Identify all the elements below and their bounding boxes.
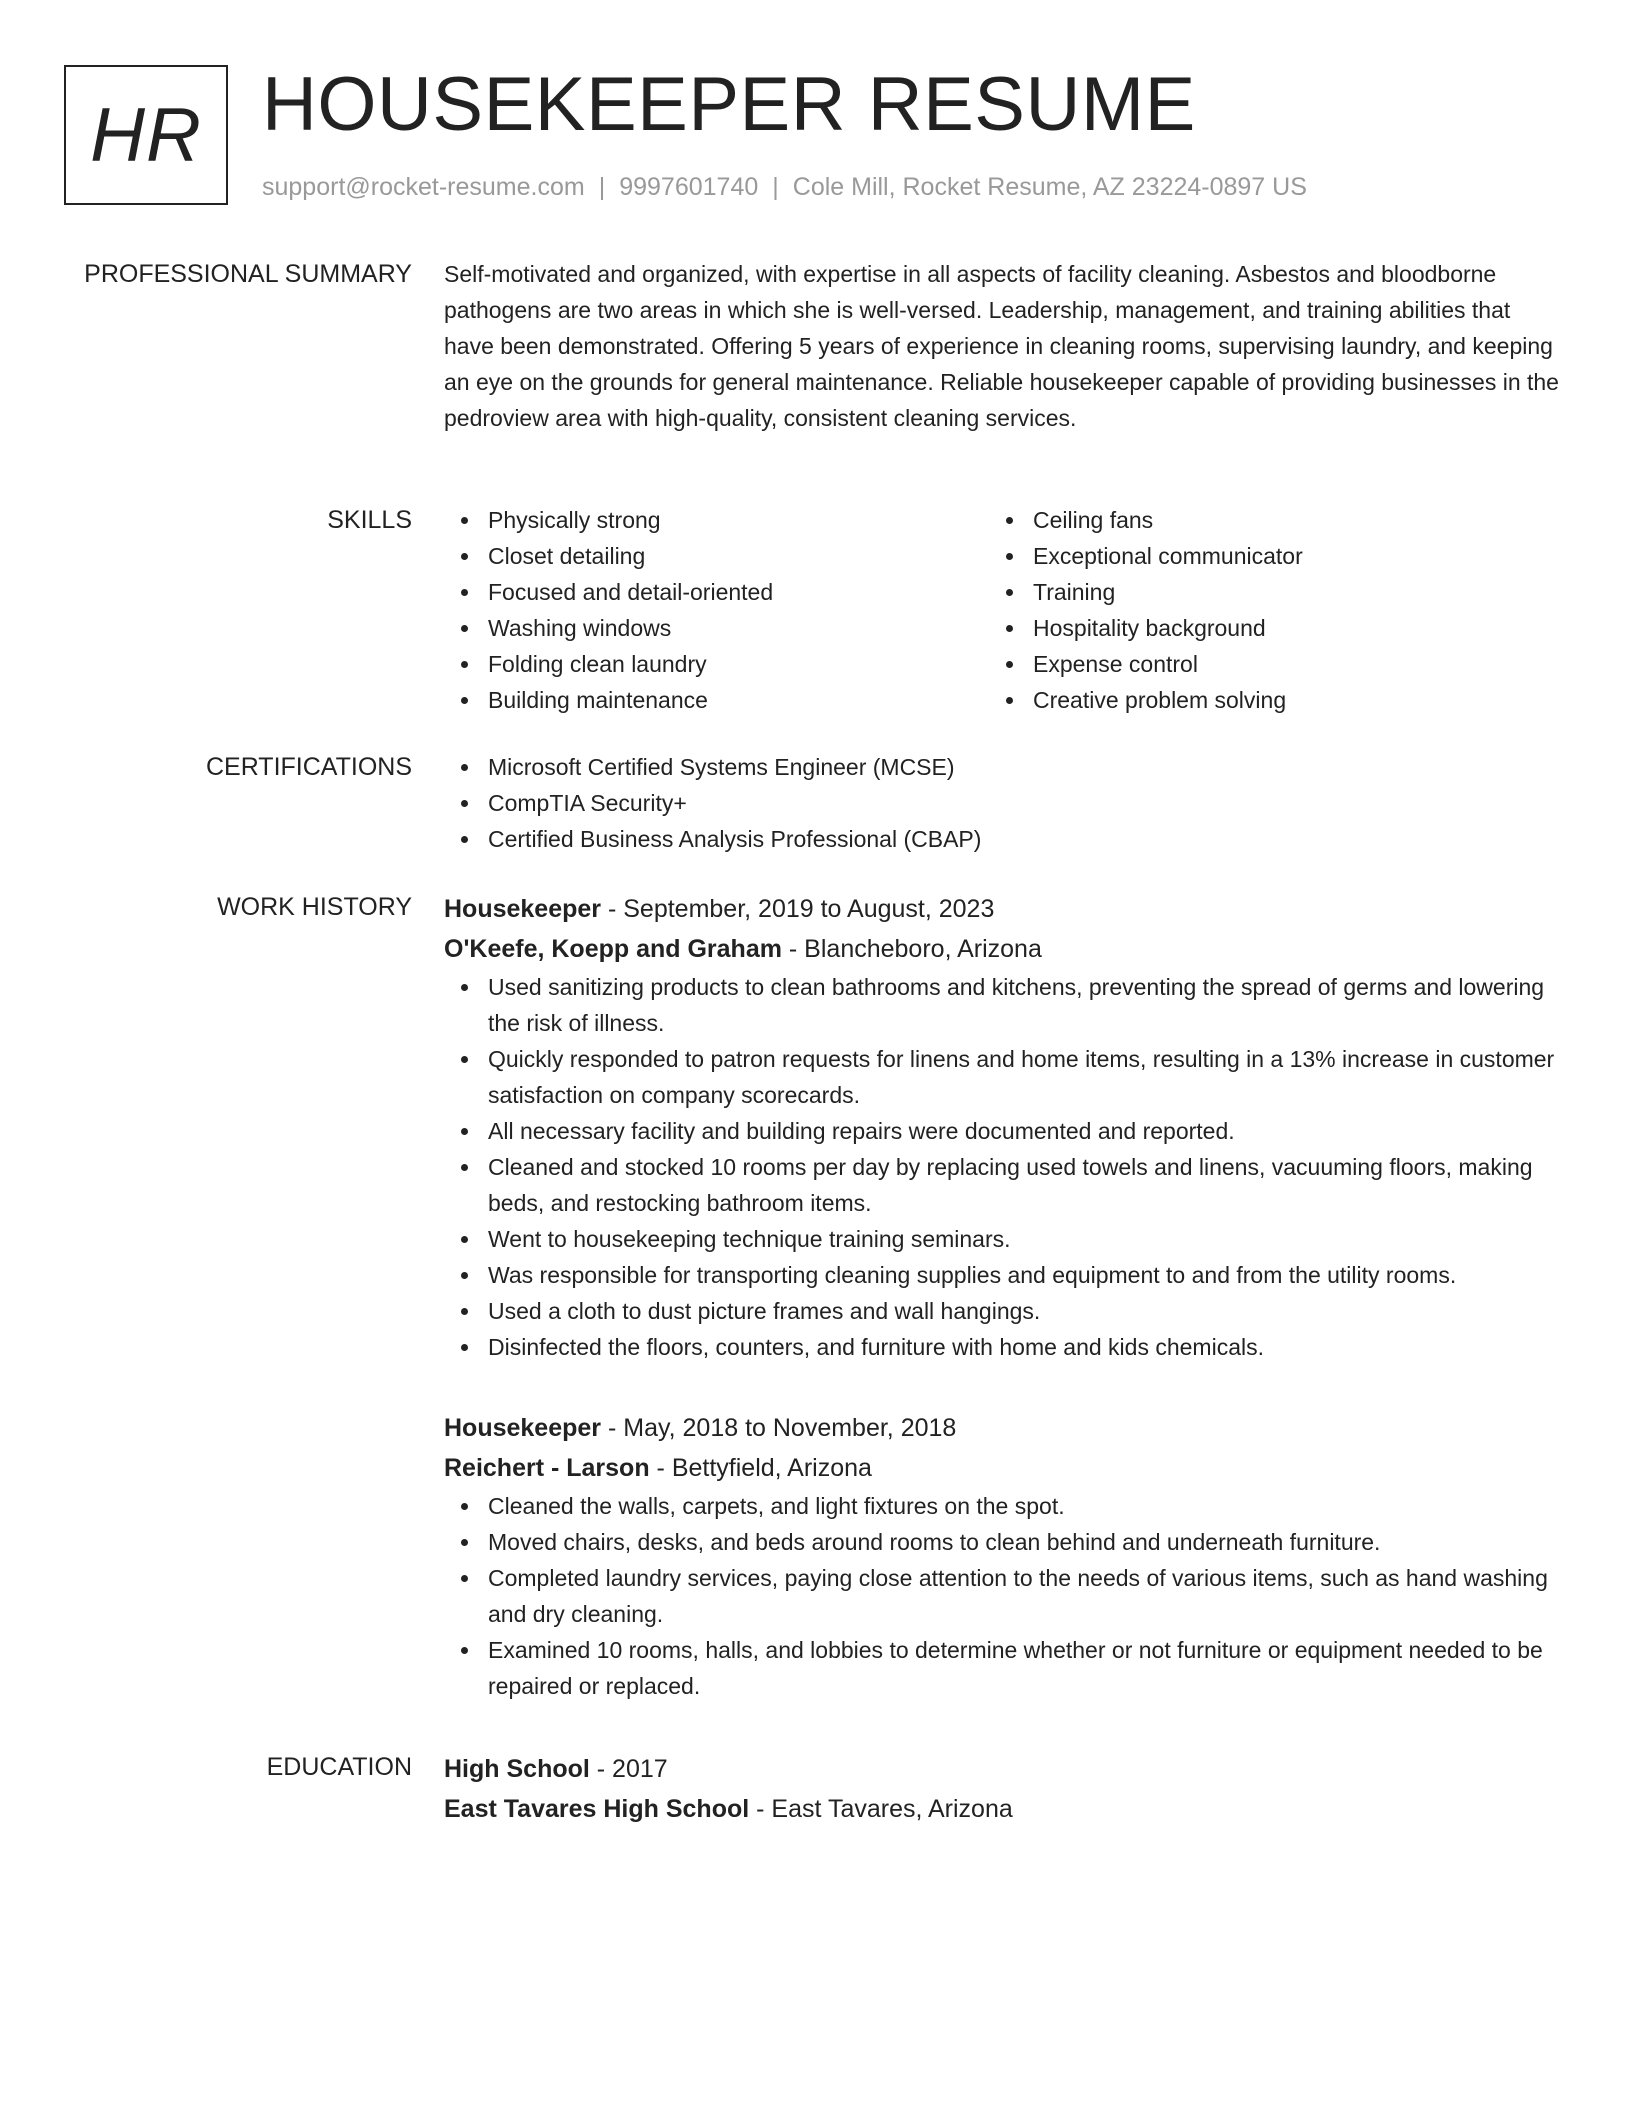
section-label-work-history: WORK HISTORY — [217, 893, 412, 921]
job-duty-item: Moved chairs, desks, and beds around rooms to clean behind and underneath furniture. — [444, 1524, 1564, 1560]
job-duty-item: Cleaned the walls, carpets, and light fixtures on the spot. — [444, 1488, 1564, 1524]
job-dates: - September, 2019 to August, 2023 — [601, 895, 995, 923]
job-duty-item: Completed laundry services, paying close attention to the needs of various items, such as hand washing and dry cleaning. — [444, 1560, 1564, 1632]
skill-item: Building maintenance — [444, 682, 989, 718]
contact-line — [262, 173, 1307, 202]
skill-item: Ceiling fans — [989, 502, 1534, 538]
contact-separator: | — [772, 173, 779, 201]
education-location: - East Tavares, Arizona — [749, 1795, 1013, 1823]
job-entry-body — [444, 1408, 1564, 1704]
education-year: - 2017 — [589, 1755, 668, 1783]
section-label-skills: SKILLS — [327, 506, 412, 534]
job-duty-item: Examined 10 rooms, halls, and lobbies to determine whether or not furniture or equipment needed to be repaired or replaced. — [444, 1632, 1564, 1704]
monogram-logo: HR — [64, 65, 228, 205]
education-degree-line — [444, 1749, 1564, 1789]
skill-item: Creative problem solving — [989, 682, 1534, 718]
job-company-line — [444, 1448, 1564, 1488]
section-label-summary: PROFESSIONAL SUMMARY — [84, 260, 412, 288]
skills-body — [444, 502, 1564, 718]
education-degree: High School — [444, 1755, 590, 1783]
skill-item: Washing windows — [444, 610, 989, 646]
skill-item: Folding clean laundry — [444, 646, 989, 682]
job-duty-item: Used sanitizing products to clean bathrooms and kitchens, preventing the spread of germs and lowering the risk of illness. — [444, 969, 1564, 1041]
certification-item: Microsoft Certified Systems Engineer (MCSE) — [444, 749, 1564, 785]
skill-item: Closet detailing — [444, 538, 989, 574]
job-duties-list — [444, 969, 1564, 1365]
contact-separator: | — [598, 173, 606, 201]
job-duty-item: Was responsible for transporting cleaning supplies and equipment to and from the utility rooms. — [444, 1257, 1564, 1293]
job-company: Reichert - Larson — [444, 1454, 650, 1482]
job-location: - Bettyfield, Arizona — [649, 1454, 872, 1482]
summary-body — [444, 256, 1564, 436]
skill-item: Physically strong — [444, 502, 989, 538]
job-duty-item: Quickly responded to patron requests for linens and home items, resulting in a 13% increase in customer satisfaction on company scorecards. — [444, 1041, 1564, 1113]
certification-item: Certified Business Analysis Professional (CBAP) — [444, 821, 1564, 857]
job-entry-body — [444, 889, 1564, 1365]
job-title-line — [444, 1408, 1564, 1448]
job-company-line — [444, 929, 1564, 969]
skill-item: Training — [989, 574, 1534, 610]
skill-item: Focused and detail-oriented — [444, 574, 989, 610]
job-title: Housekeeper — [444, 895, 602, 923]
skill-item: Hospitality background — [989, 610, 1534, 646]
certifications-body — [444, 749, 1564, 857]
skills-list-right — [989, 502, 1534, 718]
job-title-line — [444, 889, 1564, 929]
job-dates: - May, 2018 to November, 2018 — [601, 1414, 957, 1442]
education-school-line — [444, 1789, 1564, 1829]
resume-header — [64, 62, 1564, 210]
section-label-education: EDUCATION — [266, 1753, 412, 1781]
job-location: - Blancheboro, Arizona — [781, 935, 1042, 963]
job-duty-item: Used a cloth to dust picture frames and wall hangings. — [444, 1293, 1564, 1329]
contact-email[interactable]: support@rocket-resume.com — [262, 173, 585, 201]
skills-list-left — [444, 502, 989, 718]
certifications-list — [444, 749, 1564, 857]
summary-text: Self-motivated and organized, with expertise in all aspects of facility cleaning. Asbestos and bloodborne pathogens are two areas in which she is well-versed. Leadership, management, and training abilities that have been demonstrated. Offering 5 years of experience in cleaning rooms, supervising laundry, and keeping an eye on the grounds for general maintenance. Reliable housekeeper capable of providing businesses in the pedroview area with high-quality, consistent cleaning services. — [444, 261, 1559, 431]
certification-item: CompTIA Security+ — [444, 785, 1564, 821]
contact-address: Cole Mill, Rocket Resume, AZ 23224-0897 US — [792, 173, 1307, 201]
education-school: East Tavares High School — [444, 1795, 750, 1823]
resume-title: HOUSEKEEPER RESUME — [262, 62, 1196, 147]
job-duties-list — [444, 1488, 1564, 1704]
skill-item: Expense control — [989, 646, 1534, 682]
skill-item: Exceptional communicator — [989, 538, 1534, 574]
job-duty-item: All necessary facility and building repairs were documented and reported. — [444, 1113, 1564, 1149]
job-duty-item: Disinfected the floors, counters, and furniture with home and kids chemicals. — [444, 1329, 1564, 1365]
section-label-certifications: CERTIFICATIONS — [205, 753, 412, 781]
job-duty-item: Went to housekeeping technique training seminars. — [444, 1221, 1564, 1257]
education-body — [444, 1749, 1564, 1829]
job-title: Housekeeper — [444, 1414, 602, 1442]
job-duty-item: Cleaned and stocked 10 rooms per day by replacing used towels and linens, vacuuming floors, making beds, and restocking bathroom items. — [444, 1149, 1564, 1221]
job-company: O'Keefe, Koepp and Graham — [444, 935, 782, 963]
contact-phone[interactable]: 9997601740 — [619, 173, 759, 201]
